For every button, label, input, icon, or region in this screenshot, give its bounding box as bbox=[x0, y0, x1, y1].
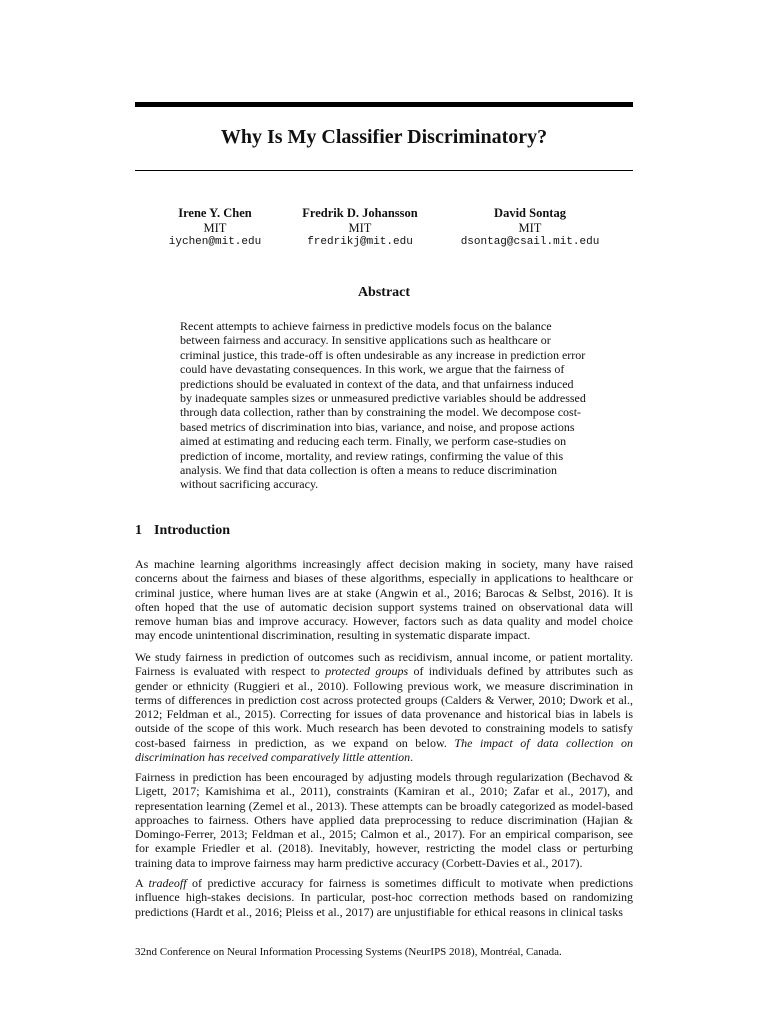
text-run: ; bbox=[244, 827, 252, 842]
citation-link[interactable]: Ruggieri et al., 2010 bbox=[237, 678, 342, 693]
text-run: ). These attempts can be broadly categorized as model-based approaches to fairness. Others have applied data preprocessing to reduce discrimination ( bbox=[135, 798, 633, 827]
text-run: ; bbox=[353, 827, 361, 842]
citation-link[interactable]: Friedler et al. (2018) bbox=[201, 841, 311, 856]
citation-link[interactable]: Bechavod & Ligett, 2017 bbox=[135, 770, 633, 799]
text-run: ; bbox=[196, 784, 206, 799]
paper-title: Why Is My Classifier Discriminatory? bbox=[220, 126, 548, 148]
text-run: Fairness in prediction has been encouraged by adjusting models through regularization ( bbox=[135, 770, 572, 784]
author-email: dsontag@csail.mit.edu bbox=[460, 236, 600, 248]
author-name: Irene Y. Chen bbox=[178, 206, 252, 220]
text-run: ), and representation learning ( bbox=[135, 784, 633, 813]
conference-footnote: 32nd Conference on Neural Information Processing Systems (NeurIPS 2018), Montréal, Canada. bbox=[135, 946, 562, 958]
text-run: ) are unjustifiable for ethical reasons in clinical tasks bbox=[369, 904, 623, 919]
intro-paragraph-1 bbox=[135, 557, 633, 643]
citation-link[interactable]: Hajian & Domingo-Ferrer, 2013 bbox=[135, 812, 633, 842]
author-name: David Sontag bbox=[494, 206, 566, 220]
citation-link[interactable]: Zafar et al., 2017 bbox=[513, 784, 604, 799]
text-run: . Inevitably, however, restricting the model class or perturbing training data to improve fairness may harm predictive accuracy ( bbox=[135, 841, 633, 870]
emphasis: protected groups bbox=[325, 664, 409, 679]
citation-link[interactable]: Hardt et al., 2016 bbox=[195, 904, 279, 919]
text-run: ). Correcting for issues of data provenance and historical bias in labels is outside of the scope of this work. Much research has been devoted to constraining models to satisfy cost-based fairness in prediction, as we expand on below. bbox=[135, 707, 633, 750]
text-run: ). It is often hoped that the use of automatic decision support systems trained on observational data will remove human bias and improve accuracy. However, factors such as data quality and model choice may encode unintentional discrimination, resulting in systematic disparate impact. bbox=[135, 585, 633, 643]
citation-link[interactable]: Dwork et al., 2012 bbox=[135, 692, 633, 722]
citation-link[interactable]: Corbett-Davies et al., 2017 bbox=[445, 855, 576, 870]
citation-link[interactable]: Feldman et al., 2015 bbox=[166, 707, 269, 722]
text-run: ; bbox=[504, 784, 514, 799]
citation-link[interactable]: Calmon et al., 2017 bbox=[360, 827, 459, 842]
text-run: As machine learning algorithms increasingly affect decision making in society, many have raised concerns about the fairness and biases of these algorithms, especially in applications to healthcare or criminal justice, where human lives are at stake ( bbox=[135, 557, 633, 600]
text-run: ). For an empirical comparison, see for example bbox=[135, 827, 633, 856]
intro-paragraph-4 bbox=[135, 876, 633, 919]
citation-link[interactable]: Pleiss et al., 2017 bbox=[285, 904, 370, 919]
text-run: ). bbox=[575, 855, 583, 870]
author-affiliation: MIT bbox=[518, 220, 542, 235]
emphasis: The impact of data collection on discrimination has received comparatively little attention bbox=[135, 735, 633, 765]
author-affiliation: MIT bbox=[203, 220, 227, 235]
text-run: ; bbox=[278, 904, 286, 919]
text-run: ; bbox=[477, 585, 486, 600]
citation-link[interactable]: Angwin et al., 2016 bbox=[379, 585, 478, 600]
text-run: of predictive accuracy for fairness is sometimes difficult to motivate when predictions influence high-stakes decisions. In particular, post-hoc correction methods based on randomizing predictions ( bbox=[135, 876, 633, 919]
citation-link[interactable]: Feldman et al., 2015 bbox=[251, 827, 354, 842]
text-run: ). Following previous work, we measure discrimination in terms of differences in prediction cost across protected groups ( bbox=[135, 678, 633, 707]
section-title: Introduction bbox=[154, 523, 230, 538]
intro-paragraph-2 bbox=[135, 650, 633, 764]
citation-link[interactable]: Barocas & Selbst, 2016 bbox=[485, 585, 603, 600]
text-run: . bbox=[410, 750, 414, 765]
text-run: A bbox=[135, 876, 149, 890]
text-run: We study fairness in prediction of outcomes such as recidivism, annual income, or patient mortality. Fairness is evaluated with respect to bbox=[135, 650, 633, 679]
text-run: ), constraints ( bbox=[324, 784, 399, 799]
text-run: ; bbox=[562, 692, 570, 707]
abstract-heading: Abstract bbox=[357, 285, 411, 300]
citation-link[interactable]: Kamishima et al., 2011 bbox=[205, 784, 325, 799]
text-run: ; bbox=[159, 707, 167, 722]
author-email: iychen@mit.edu bbox=[168, 236, 262, 248]
top-rule bbox=[135, 102, 633, 107]
text-run: of individuals defined by attributes such as gender or ethnicity ( bbox=[135, 664, 633, 693]
intro-paragraph-3 bbox=[135, 770, 633, 870]
author-block bbox=[450, 206, 610, 250]
title-bottom-rule bbox=[135, 170, 633, 171]
emphasis: tradeoff bbox=[148, 876, 187, 890]
author-block bbox=[155, 206, 275, 250]
citation-link[interactable]: Calders & Verwer, 2010 bbox=[444, 692, 563, 707]
section-heading-introduction bbox=[135, 523, 230, 539]
author-email: fredrikj@mit.edu bbox=[307, 236, 413, 248]
abstract-text: Recent attempts to achieve fairness in predictive models focus on the balance between fairness and accuracy. In sensitive applications such as healthcare or criminal justice, this trade-off is often undesirable as any increase in prediction error could have devastating consequences. In this work, we argue that the fairness of predictions should be evaluated in context of the data, and that unfairness induced by inadequate samples sizes or unmeasured predictive variables should be addressed through data collection, rather than by constraining the model. We decompose cost-based metrics of discrimination into bias, variance, and noise, and propose actions aimed at estimating and reducing each term. Finally, we perform case-studies on prediction of income, mortality, and review ratings, confirming the value of this analysis. We find that data collection is often a means to reduce discrimination without sacrificing accuracy. bbox=[180, 319, 586, 492]
author-block bbox=[290, 206, 430, 250]
author-name: Fredrik D. Johansson bbox=[302, 206, 418, 220]
section-number: 1 bbox=[135, 523, 142, 538]
citation-link[interactable]: Kamiran et al., 2010 bbox=[398, 784, 505, 799]
citation-link[interactable]: Zemel et al., 2013 bbox=[252, 798, 341, 813]
author-affiliation: MIT bbox=[348, 220, 372, 235]
